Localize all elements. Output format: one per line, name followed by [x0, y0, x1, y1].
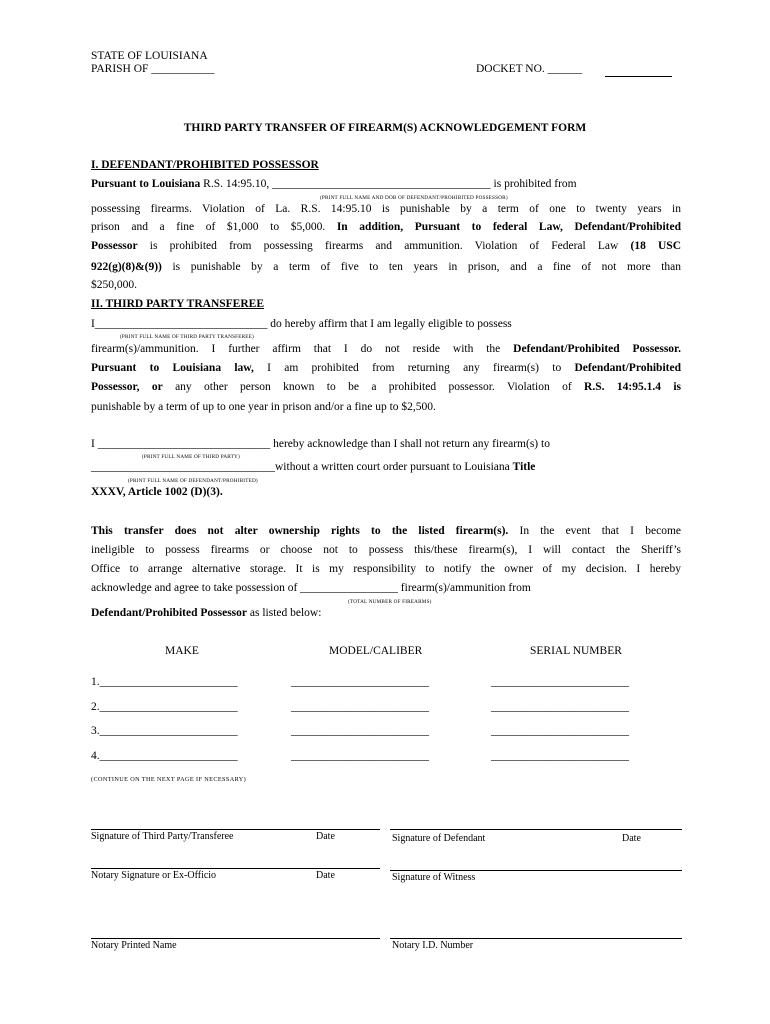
state-label: STATE OF LOUISIANA	[91, 50, 208, 62]
date3-label: Date	[316, 870, 335, 881]
ack-line1: I ______________________________ hereby acknowledge than I shall not return any firearm(s) to	[91, 438, 550, 450]
row4-serial-field[interactable]: ________________________	[491, 750, 629, 762]
defendant-name-dob-field[interactable]: ______________________________________	[272, 178, 491, 190]
notary-id-line[interactable]	[390, 938, 682, 939]
row4-make-field[interactable]: 4.________________________	[91, 750, 238, 762]
section1-line2: possessing firearms. Violation of La. R.S. 14:95.10 is punishable by a term of one to twenty years in	[91, 203, 681, 215]
section1-line4: Possessor is prohibited from possessing firearms and ammunition. Violation of Federal Law (18 USC	[91, 240, 681, 252]
parish-field[interactable]: PARISH OF ___________	[91, 63, 215, 75]
date2-label: Date	[622, 833, 641, 844]
row1-model-field[interactable]: ________________________	[291, 676, 429, 688]
docket-underline	[605, 76, 672, 77]
section2-line3: Pursuant to Louisiana law, I am prohibited from returning any firearm(s) to Defendant/Prohibited	[91, 362, 681, 374]
transfer-line3: Office to arrange alternative storage. It is my responsibility to notify the owner of my decision. I hereby	[91, 563, 681, 575]
section1-heading: I. DEFENDANT/PROHIBITED POSSESSOR	[91, 159, 319, 171]
notary-signature-line[interactable]	[91, 868, 380, 869]
witness-signature-label: Signature of Witness	[392, 872, 476, 883]
row3-model-field[interactable]: ________________________	[291, 725, 429, 737]
section2-line2: firearm(s)/ammunition. I further affirm that I do not reside with the Defendant/Prohibited Possessor.	[91, 343, 681, 355]
defendant-signature-line[interactable]	[390, 829, 682, 830]
model-caliber-header: MODEL/CALIBER	[329, 645, 423, 657]
transfer-line4: acknowledge and agree to take possession of _________________ firearm(s)/ammunition from	[91, 582, 531, 594]
row2-model-field[interactable]: ________________________	[291, 701, 429, 713]
ack-note2: (PRINT FULL NAME OF DEFENDANT/PROHIBITED)	[128, 478, 258, 484]
form-title: THIRD PARTY TRANSFER OF FIREARM(S) ACKNOWLEDGEMENT FORM	[183, 122, 587, 134]
third-party-name-field[interactable]: ______________________________	[97, 438, 271, 450]
row3-make-field[interactable]: 3.________________________	[91, 725, 238, 737]
section1-line5: 922(g)(8)&(9)) is punishable by a term of five to ten years in prison, and a fine of not more than	[91, 261, 681, 273]
notary-id-label: Notary I.D. Number	[392, 940, 474, 951]
continue-note: (CONTINUE ON THE NEXT PAGE IF NECESSARY)	[91, 776, 247, 783]
make-header: MAKE	[165, 645, 199, 657]
docket-field[interactable]: DOCKET NO. ______	[476, 63, 583, 75]
notary-signature-label: Notary Signature or Ex-Officio	[91, 870, 217, 881]
notary-printed-name-label: Notary Printed Name	[91, 940, 177, 951]
section2-line4: Possessor, or any other person known to be a prohibited possessor. Violation of R.S. 14:95.1.4 is	[91, 381, 681, 393]
ack-note1: (PRINT FULL NAME OF THIRD PARTY)	[142, 454, 240, 460]
section1-line1: Pursuant to Louisiana R.S. 14:95.10, ______________________________________ is prohibited from	[91, 178, 577, 190]
transfer-line2: ineligible to possess firearms or choose not to possess this/these firearm(s), I will contact the Sheriff’s	[91, 544, 681, 556]
section1-line6: $250,000.	[91, 279, 137, 291]
row1-serial-field[interactable]: ________________________	[491, 676, 629, 688]
total-firearms-field[interactable]: _________________	[300, 582, 398, 594]
third-party-signature-line[interactable]	[91, 829, 380, 830]
serial-number-header: SERIAL NUMBER	[530, 645, 622, 657]
date1-label: Date	[316, 831, 335, 842]
section2-note1: (PRINT FULL NAME OF THIRD PARTY TRANSFEREE)	[120, 334, 254, 340]
transferee-name-field[interactable]: ______________________________	[94, 318, 268, 330]
notary-printed-name-line[interactable]	[91, 938, 380, 939]
row1-make-field[interactable]: 1.________________________	[91, 676, 238, 688]
witness-signature-line[interactable]	[390, 870, 682, 871]
transfer-note: (TOTAL NUMBER OF FIREARMS)	[348, 599, 432, 605]
section2-heading: II. THIRD PARTY TRANSFEREE	[91, 298, 264, 310]
section1-line3: prison and a fine of $1,000 to $5,000. In addition, Pursuant to federal Law, Defendant/Prohibited	[91, 221, 681, 233]
ack-line3: XXXV, Article 1002 (D)(3).	[91, 486, 223, 498]
row3-serial-field[interactable]: ________________________	[491, 725, 629, 737]
transfer-line1: This transfer does not alter ownership rights to the listed firearm(s). In the event that I become	[91, 525, 681, 537]
row2-serial-field[interactable]: ________________________	[491, 701, 629, 713]
defendant-name-field[interactable]: ________________________________	[91, 461, 275, 473]
section2-line5: punishable by a term of up to one year in prison and/or a fine up to $2,500.	[91, 401, 436, 413]
third-party-signature-label: Signature of Third Party/Transferee	[91, 831, 234, 842]
section1-note: (PRINT FULL NAME AND DOB OF DEFENDANT/PROHIBITED POSSESSOR)	[320, 195, 508, 201]
row4-model-field[interactable]: ________________________	[291, 750, 429, 762]
defendant-signature-label: Signature of Defendant	[392, 833, 486, 844]
row2-make-field[interactable]: 2.________________________	[91, 701, 238, 713]
transfer-line5: Defendant/Prohibited Possessor as listed below:	[91, 607, 322, 619]
section2-line1: I______________________________ do hereby affirm that I am legally eligible to possess	[91, 318, 512, 330]
ack-line2: ________________________________without a written court order pursuant to Louisiana Title	[91, 461, 536, 473]
